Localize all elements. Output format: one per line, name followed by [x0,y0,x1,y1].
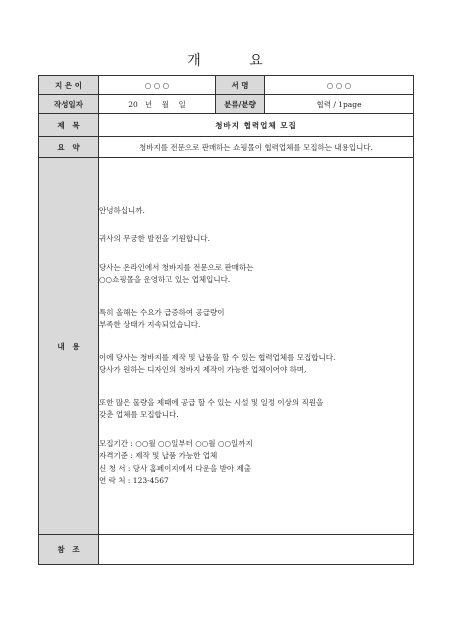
summary-row [39,137,414,158]
content-row [39,158,414,535]
request-line-1: 이에 당사는 청바지를 제작 및 납품을 할 수 있는 협력업체를 모집합니다. [99,352,336,362]
document-title: 개 요 [187,53,285,69]
contact-text: 연 락 처 : 123-4567 [99,476,169,485]
request-line-3: 또한 많은 물량을 제때에 공급 할 수 있는 시설 및 일정 이상의 직원을 [99,397,324,407]
content-body [99,158,414,535]
date-label: 작성일자 [39,95,99,114]
category-label: 분류/분량 [216,95,265,114]
subject-label: 제 목 [39,114,99,137]
request-line-4: 갖춘 업체를 모집합니다. [99,410,179,419]
category-value: 협력 / 1page [265,95,414,114]
request-line-2: 당사가 원하는 디자인의 청바지 제작이 가능한 업체이어야 하며, [99,365,307,374]
wish-text: 귀사의 무궁한 발전을 기원합니다. [99,234,210,243]
author-value: ○ ○ ○ [99,76,216,95]
summary-label: 요 약 [39,137,99,158]
author-label: 지 은 이 [39,76,99,95]
content-label: 내 용 [39,158,99,535]
overview-form [38,75,414,565]
intro-line-1: 당사는 온라인에서 청바지를 전문으로 판매하는 [99,262,254,272]
reference-value [99,535,414,565]
signature-label: 서 명 [216,76,265,95]
date-row [39,95,414,114]
problem-line-2: 부족한 상태가 지속되었습니다. [99,320,201,329]
intro-line-2: ○○쇼핑몰을 운영하고 있는 업체입니다. [99,275,231,284]
subject-value: 청바지 협력업체 모집 [99,114,414,137]
problem-line-1: 특히 올해는 수요가 급증하여 공급량이 [99,307,225,317]
reference-label: 참 조 [39,535,99,565]
subject-row [39,114,414,137]
author-row [39,76,414,95]
date-value: 20 년 월 일 [99,95,216,114]
period-text: 모집기간 : ○○월 ○○일부터 ○○월 ○○일까지 [99,438,253,448]
reference-row [39,535,414,565]
greeting-text: 안녕하십니까. [99,205,145,215]
signature-value: ○ ○ ○ [265,76,414,95]
summary-value: 청바지를 전문으로 판매하는 쇼핑몰이 협력업체를 모집하는 내용입니다. [99,137,414,158]
apply-text: 신 청 서 : 당사 홈페이지에서 다운을 받아 제출 [99,463,252,473]
qualification-text: 자격기준 : 제작 및 납품 가능한 업체 [99,451,218,460]
